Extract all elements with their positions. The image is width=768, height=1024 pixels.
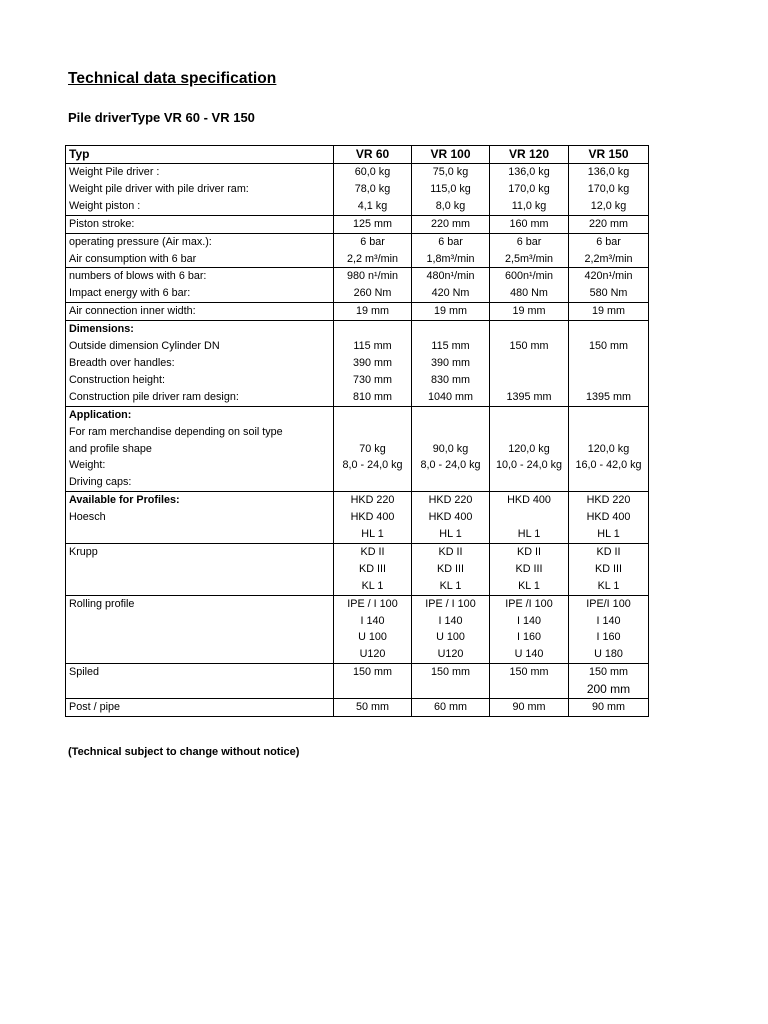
- value-cell: HL 1: [412, 526, 490, 543]
- value-cell: KD III: [569, 561, 649, 578]
- value-cell: 60,0 kg: [334, 164, 412, 181]
- table-row: [66, 233, 649, 250]
- value-cell: [334, 474, 412, 491]
- table-row: [66, 578, 649, 595]
- table-row: [66, 509, 649, 526]
- value-cell: 16,0 - 42,0 kg: [569, 457, 649, 474]
- value-cell: 4,1 kg: [334, 198, 412, 215]
- row-label: Outside dimension Cylinder DN: [66, 338, 334, 355]
- table-row: [66, 215, 649, 233]
- header-cell-vr60: VR 60: [334, 146, 412, 164]
- value-cell: 50 mm: [334, 699, 412, 717]
- table-row: [66, 285, 649, 302]
- value-cell: 170,0 kg: [569, 181, 649, 198]
- value-cell: [490, 424, 569, 441]
- value-cell: HKD 220: [569, 492, 649, 509]
- value-cell: I 140: [412, 613, 490, 630]
- table-row: [66, 406, 649, 423]
- row-label: Construction height:: [66, 372, 334, 389]
- value-cell: 2,2 m³/min: [334, 251, 412, 268]
- value-cell: 1040 mm: [412, 389, 490, 406]
- value-cell: HL 1: [569, 526, 649, 543]
- row-label: Construction pile driver ram design:: [66, 389, 334, 406]
- value-cell: KD III: [490, 561, 569, 578]
- value-cell: 810 mm: [334, 389, 412, 406]
- value-cell: [412, 406, 490, 423]
- value-cell: 19 mm: [412, 303, 490, 321]
- value-cell: I 140: [334, 613, 412, 630]
- row-label: Breadth over handles:: [66, 355, 334, 372]
- row-label: Dimensions:: [66, 321, 334, 338]
- value-cell: 125 mm: [334, 215, 412, 233]
- header-cell-vr120: VR 120: [490, 146, 569, 164]
- value-cell: HKD 400: [412, 509, 490, 526]
- row-label: Available for Profiles:: [66, 492, 334, 509]
- value-cell: 390 mm: [412, 355, 490, 372]
- value-cell: 480 Nm: [490, 285, 569, 302]
- table-row: [66, 681, 649, 698]
- value-cell: 78,0 kg: [334, 181, 412, 198]
- value-cell: 600n¹/min: [490, 268, 569, 285]
- value-cell: I 140: [569, 613, 649, 630]
- row-label: Rolling profile: [66, 595, 334, 612]
- value-cell: 6 bar: [334, 233, 412, 250]
- value-cell: [412, 424, 490, 441]
- value-cell: KD II: [569, 543, 649, 560]
- row-label: [66, 646, 334, 663]
- row-label: [66, 561, 334, 578]
- value-cell: U120: [334, 646, 412, 663]
- value-cell: 120,0 kg: [569, 441, 649, 458]
- value-cell: HKD 220: [334, 492, 412, 509]
- table-row: [66, 613, 649, 630]
- value-cell: 220 mm: [412, 215, 490, 233]
- spec-table: [65, 145, 649, 717]
- value-cell: 136,0 kg: [569, 164, 649, 181]
- table-row: [66, 441, 649, 458]
- row-label: numbers of blows with 6 bar:: [66, 268, 334, 285]
- row-label: [66, 681, 334, 698]
- row-label: [66, 613, 334, 630]
- value-cell: [490, 509, 569, 526]
- value-cell: [569, 474, 649, 491]
- value-cell: KD II: [412, 543, 490, 560]
- table-row: [66, 457, 649, 474]
- value-cell: 2,5m³/min: [490, 251, 569, 268]
- value-cell: 260 Nm: [334, 285, 412, 302]
- value-cell: 150 mm: [490, 338, 569, 355]
- value-cell: 2,2m³/min: [569, 251, 649, 268]
- row-label: Weight:: [66, 457, 334, 474]
- header-cell-vr100: VR 100: [412, 146, 490, 164]
- value-cell: 170,0 kg: [490, 181, 569, 198]
- table-row: [66, 268, 649, 285]
- table-row: [66, 164, 649, 181]
- table-row: [66, 699, 649, 717]
- value-cell: IPE / I 100: [412, 595, 490, 612]
- value-cell: KD II: [334, 543, 412, 560]
- value-cell: [412, 474, 490, 491]
- value-cell: KD III: [412, 561, 490, 578]
- row-label: [66, 629, 334, 646]
- header-cell-vr150: VR 150: [569, 146, 649, 164]
- value-cell: 980 n¹/min: [334, 268, 412, 285]
- value-cell: U 100: [334, 629, 412, 646]
- value-cell: [490, 406, 569, 423]
- value-cell: I 160: [569, 629, 649, 646]
- table-row: [66, 561, 649, 578]
- value-cell: 830 mm: [412, 372, 490, 389]
- value-cell: 90,0 kg: [412, 441, 490, 458]
- value-cell: 200 mm: [569, 681, 649, 698]
- value-cell: HL 1: [334, 526, 412, 543]
- row-label: Krupp: [66, 543, 334, 560]
- value-cell: 120,0 kg: [490, 441, 569, 458]
- row-label: Weight piston :: [66, 198, 334, 215]
- value-cell: 75,0 kg: [412, 164, 490, 181]
- value-cell: 6 bar: [490, 233, 569, 250]
- value-cell: 150 mm: [334, 664, 412, 681]
- table-row: [66, 543, 649, 560]
- value-cell: 420n¹/min: [569, 268, 649, 285]
- value-cell: 1395 mm: [569, 389, 649, 406]
- row-label: Weight pile driver with pile driver ram:: [66, 181, 334, 198]
- value-cell: 8,0 - 24,0 kg: [334, 457, 412, 474]
- value-cell: [490, 372, 569, 389]
- value-cell: [334, 424, 412, 441]
- footnote: (Technical subject to change without notice): [68, 746, 300, 758]
- value-cell: U120: [412, 646, 490, 663]
- value-cell: I 140: [490, 613, 569, 630]
- value-cell: 19 mm: [569, 303, 649, 321]
- value-cell: 150 mm: [490, 664, 569, 681]
- value-cell: [334, 681, 412, 698]
- value-cell: 730 mm: [334, 372, 412, 389]
- value-cell: 70 kg: [334, 441, 412, 458]
- value-cell: 6 bar: [569, 233, 649, 250]
- value-cell: HKD 400: [569, 509, 649, 526]
- value-cell: [490, 355, 569, 372]
- value-cell: KL 1: [412, 578, 490, 595]
- value-cell: 150 mm: [412, 664, 490, 681]
- value-cell: [569, 355, 649, 372]
- row-label: Air consumption with 6 bar: [66, 251, 334, 268]
- value-cell: [569, 424, 649, 441]
- table-row: [66, 629, 649, 646]
- value-cell: HKD 400: [490, 492, 569, 509]
- value-cell: [490, 681, 569, 698]
- value-cell: 1,8m³/min: [412, 251, 490, 268]
- value-cell: KL 1: [334, 578, 412, 595]
- table-row: [66, 526, 649, 543]
- table-row: [66, 474, 649, 491]
- spec-table-body: [66, 146, 649, 717]
- value-cell: HL 1: [490, 526, 569, 543]
- value-cell: KD III: [334, 561, 412, 578]
- value-cell: HKD 220: [412, 492, 490, 509]
- row-label: [66, 526, 334, 543]
- page-title: Technical data specification: [68, 70, 277, 87]
- value-cell: [490, 321, 569, 338]
- row-label: and profile shape: [66, 441, 334, 458]
- table-row: [66, 181, 649, 198]
- value-cell: KL 1: [569, 578, 649, 595]
- table-row: [66, 389, 649, 406]
- value-cell: 60 mm: [412, 699, 490, 717]
- value-cell: 6 bar: [412, 233, 490, 250]
- value-cell: 160 mm: [490, 215, 569, 233]
- value-cell: 90 mm: [569, 699, 649, 717]
- value-cell: [569, 406, 649, 423]
- value-cell: 115 mm: [334, 338, 412, 355]
- value-cell: HKD 400: [334, 509, 412, 526]
- table-row: [66, 338, 649, 355]
- value-cell: [334, 321, 412, 338]
- row-label: Post / pipe: [66, 699, 334, 717]
- row-label: For ram merchandise depending on soil type: [66, 424, 334, 441]
- table-row: [66, 595, 649, 612]
- value-cell: 8,0 - 24,0 kg: [412, 457, 490, 474]
- table-row: [66, 251, 649, 268]
- value-cell: 11,0 kg: [490, 198, 569, 215]
- value-cell: 115,0 kg: [412, 181, 490, 198]
- table-header-row: [66, 146, 649, 164]
- table-row: [66, 664, 649, 681]
- value-cell: 136,0 kg: [490, 164, 569, 181]
- value-cell: 8,0 kg: [412, 198, 490, 215]
- value-cell: KL 1: [490, 578, 569, 595]
- value-cell: IPE / I 100: [334, 595, 412, 612]
- value-cell: [569, 321, 649, 338]
- value-cell: KD II: [490, 543, 569, 560]
- row-label: Hoesch: [66, 509, 334, 526]
- table-row: [66, 355, 649, 372]
- value-cell: U 100: [412, 629, 490, 646]
- value-cell: 19 mm: [490, 303, 569, 321]
- value-cell: U 180: [569, 646, 649, 663]
- row-label: Air connection inner width:: [66, 303, 334, 321]
- value-cell: 480n¹/min: [412, 268, 490, 285]
- value-cell: [412, 681, 490, 698]
- value-cell: 150 mm: [569, 664, 649, 681]
- table-row: [66, 492, 649, 509]
- value-cell: 19 mm: [334, 303, 412, 321]
- row-label: Piston stroke:: [66, 215, 334, 233]
- row-label: operating pressure (Air max.):: [66, 233, 334, 250]
- value-cell: IPE/I 100: [569, 595, 649, 612]
- row-label: Application:: [66, 406, 334, 423]
- value-cell: 220 mm: [569, 215, 649, 233]
- row-label: Impact energy with 6 bar:: [66, 285, 334, 302]
- value-cell: 12,0 kg: [569, 198, 649, 215]
- value-cell: I 160: [490, 629, 569, 646]
- value-cell: U 140: [490, 646, 569, 663]
- header-cell-typ: Typ: [66, 146, 334, 164]
- row-label: Spiled: [66, 664, 334, 681]
- value-cell: 580 Nm: [569, 285, 649, 302]
- value-cell: IPE /I 100: [490, 595, 569, 612]
- value-cell: 420 Nm: [412, 285, 490, 302]
- table-row: [66, 646, 649, 663]
- row-label: Weight Pile driver :: [66, 164, 334, 181]
- value-cell: [569, 372, 649, 389]
- value-cell: 390 mm: [334, 355, 412, 372]
- row-label: [66, 578, 334, 595]
- table-row: [66, 424, 649, 441]
- table-row: [66, 198, 649, 215]
- value-cell: [490, 474, 569, 491]
- value-cell: [334, 406, 412, 423]
- value-cell: 10,0 - 24,0 kg: [490, 457, 569, 474]
- table-row: [66, 372, 649, 389]
- row-label: Driving caps:: [66, 474, 334, 491]
- table-row: [66, 321, 649, 338]
- table-row: [66, 303, 649, 321]
- page-subtitle: Pile driverType VR 60 - VR 150: [68, 110, 255, 125]
- value-cell: 1395 mm: [490, 389, 569, 406]
- value-cell: [412, 321, 490, 338]
- value-cell: 115 mm: [412, 338, 490, 355]
- value-cell: 90 mm: [490, 699, 569, 717]
- value-cell: 150 mm: [569, 338, 649, 355]
